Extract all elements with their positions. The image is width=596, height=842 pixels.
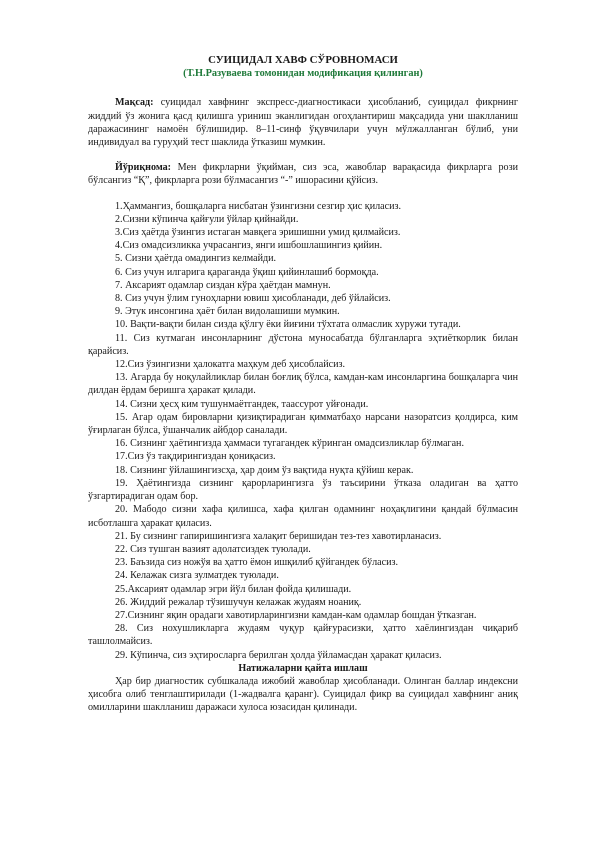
question-item [88,266,518,279]
question-item [88,318,518,331]
question-number: 9. [115,306,123,318]
question-item [88,450,518,463]
question-item [88,583,518,596]
question-text: Ҳаётингизда сизнинг қарорларингизга ўз таъсирини ўтказа оладиган ва ҳатто ўзгартирадиган одам бор. [88,477,518,503]
question-text: Мабодо сизни хафа қилишса, хафа қилган одамнинг ноҳақлигини қандай бўлмасин исботлашга ҳаракат қиласиз. [88,504,518,529]
question-number: 12. [115,359,128,371]
question-number: 5. [115,253,123,265]
question-text: Сиз тушган вазият адолатсиздек туюлади. [127,543,311,555]
question-item [88,609,518,622]
question-text: Сизни ҳаётда омадингиз келмайди. [122,253,277,265]
question-number: 21. [115,530,128,542]
question-text: Сиз омадсизликка учрасангиз, янги ишбошлашингиз қийин. [122,240,383,252]
question-number: 23. [115,557,128,569]
instruction-text: Мен фикрларни ўқийман, сиз эса, жавоблар варақасида фикрларга рози бўлсангиз “Қ”, фикрларга рози бўлмасангиз “-” ишорасини қўйсиз. [88,162,518,187]
question-number: 14. [115,398,128,410]
question-text: Агарда бу ноқулайликлар билан боғлиқ бўлса, камдан-кам инсонларгина бошқаларга чин дилдан ёрдам беришга ҳаракат қилади. [88,372,518,397]
purpose-lead: Мақсад: [115,97,154,109]
question-number: 1. [115,200,123,212]
question-number: 24. [115,570,128,582]
question-text: Сизни кўпинча қайғули ўйлар қийнайди. [122,213,299,225]
question-text: Сиз учун илгарига қараганда ўқиш қийинлашиб бормоқда. [122,266,379,278]
question-number: 10. [115,319,128,331]
question-item [88,252,518,265]
question-item [88,556,518,569]
question-item [88,371,518,397]
question-item [88,398,518,411]
question-number: 6. [115,266,123,278]
question-number: 25. [115,583,128,595]
question-text: Сизни ҳесҳ ким тушунмаётгандек, таассурот уйғонади. [127,398,369,410]
question-text: Агар одам бировларни қизиқтирадиган қимматбаҳо нарсани назоратсиз қолдирса, ким ўғирлаган бўлса, ўшанчалик айбдор саналади. [88,411,518,437]
question-number: 16. [115,438,128,450]
question-number: 15. [115,411,128,423]
question-text: Этук инсонгина ҳаёт билан видолашиши мумкин. [122,306,340,318]
question-item [88,358,518,371]
question-text: Кўпинча, сиз эҳтиросларга берилган ҳолда ўйламасдан ҳаракат қиласиз. [127,649,442,661]
question-number: 29. [115,649,128,661]
question-text: Баъзида сиз ножўя ва ҳатто ёмон ишқилиб қўйгандек бўласиз. [127,557,399,569]
purpose-text: суицидал хавфнинг экспресс-диагностикаси ҳисобланиб, суицидал фикрнинг жиддий ўз жонига қасд қилишга уриниш эканлигидан огоҳлантириш мақсадида уни шаклланиш даражасининг намоён бўлишидир. 8–11-синф ўқувчилари учун мўлжалланган бўлиб, уни индивидуал ва гуруҳий тест шаклида ўтказиш мумкин. [88,97,518,149]
question-text: Жиддий режалар тўзишучун келажак жудаям ноаниқ. [127,596,362,608]
question-number: 2. [115,213,123,225]
question-item [88,596,518,609]
question-item [88,213,518,226]
question-number: 27. [115,609,128,621]
question-number: 13. [115,372,128,384]
question-item [88,332,518,358]
question-item [88,477,518,503]
question-list [88,200,518,662]
question-number: 19. [115,477,128,489]
instruction-lead: Йўриқнома: [115,162,172,174]
question-text: Сиз кутмаган инсонларнинг дўстона муносабатда бўлганларга эҳтиёткорлик билан қарайсиз. [88,332,518,357]
question-item [88,649,518,662]
question-item [88,239,518,252]
question-text: Аксарият одамлар эгри йўл билан фойда қилишади. [127,583,352,595]
question-text: Сиз ўзингизни ҳалокатга маҳкум деб ҳисоблайсиз. [127,359,346,371]
results-heading: Натижаларни қайта ишлаш [238,662,368,674]
document-subtitle: (Т.Н.Разуваева томонидан модификация қилинган) [183,68,423,80]
question-text: Сизнинг яқин орадаги хавотирларингизни камдан-кам одамлар бошдан ўтказган. [127,609,477,621]
question-number: 8. [115,293,123,305]
question-number: 4. [115,240,123,252]
question-number: 7. [115,279,123,291]
question-item [88,530,518,543]
question-item [88,622,518,648]
question-item [88,543,518,556]
results-paragraph: Ҳар бир диагностик субшкалада ижобий жавоблар ҳисобланади. Олинган баллар индексни ҳисобга олиб тенглаштирилади (1-жадвалга қаранг). Суицидал фикр ва суицидал хавфнинг аниқ омилларини шаклланиш даражаси хулоса юзасидан қилинади. [88,675,518,714]
question-text: Вақти-вақти билан сизда қўлгу ёки йиғини тўхтата олмаслик хуружи тутади. [127,319,461,331]
question-number: 18. [115,464,128,476]
instruction-paragraph [88,161,518,187]
question-item [88,503,518,529]
question-item [88,292,518,305]
question-number: 28. [115,623,128,635]
document-page [88,54,518,715]
question-text: Сиз ҳаётда ўзингиз истаган мавқега эришишни умид қилмайсиз. [122,227,401,239]
question-text: Ҳаммангиз, бошқаларга нисбатан ўзингизни сезгир ҳис қиласиз. [122,200,402,212]
question-number: 3. [115,227,123,239]
question-item [88,464,518,477]
question-text: Сизнинг ўйлашингизсҳа, ҳар доим ўз вақтида нуқта қўйиш керак. [127,464,414,476]
question-item [88,279,518,292]
question-number: 17. [115,451,128,463]
question-number: 11. [115,332,128,344]
question-number: 22. [115,543,128,555]
question-item [88,569,518,582]
question-text: Сиз ўз тақдирингиздан қониқасиз. [127,451,276,463]
question-number: 26. [115,596,128,608]
question-text: Сиз учун ўлим гуноҳларни ювиш ҳисобланади, деб ўйлайсиз. [122,293,391,305]
question-text: Сиз нохушликларга жудаям чуқур қайғурасизки, ҳатто хаёлингиздан чиқариб ташлолмайсиз. [88,623,518,648]
question-item [88,200,518,213]
question-item [88,226,518,239]
question-item [88,305,518,318]
question-item [88,411,518,437]
question-text: Сизнинг ҳаётингизда ҳаммаси тугагандек кўринган омадсизликлар бўлмаган. [127,438,464,450]
question-number: 20. [115,504,128,516]
question-text: Келажак сизга зулматдек туюлади. [127,570,279,582]
question-text: Аксарият одамлар сиздан кўра ҳаётдан мамнун. [122,279,331,291]
question-item [88,437,518,450]
document-title: СУИЦИДАЛ ХАВФ СЎРОВНОМАСИ [208,54,398,66]
purpose-paragraph [88,96,518,149]
question-text: Бу сизнинг гапиришингизга халақит беришидан тез-тез хавотирланасиз. [127,530,442,542]
